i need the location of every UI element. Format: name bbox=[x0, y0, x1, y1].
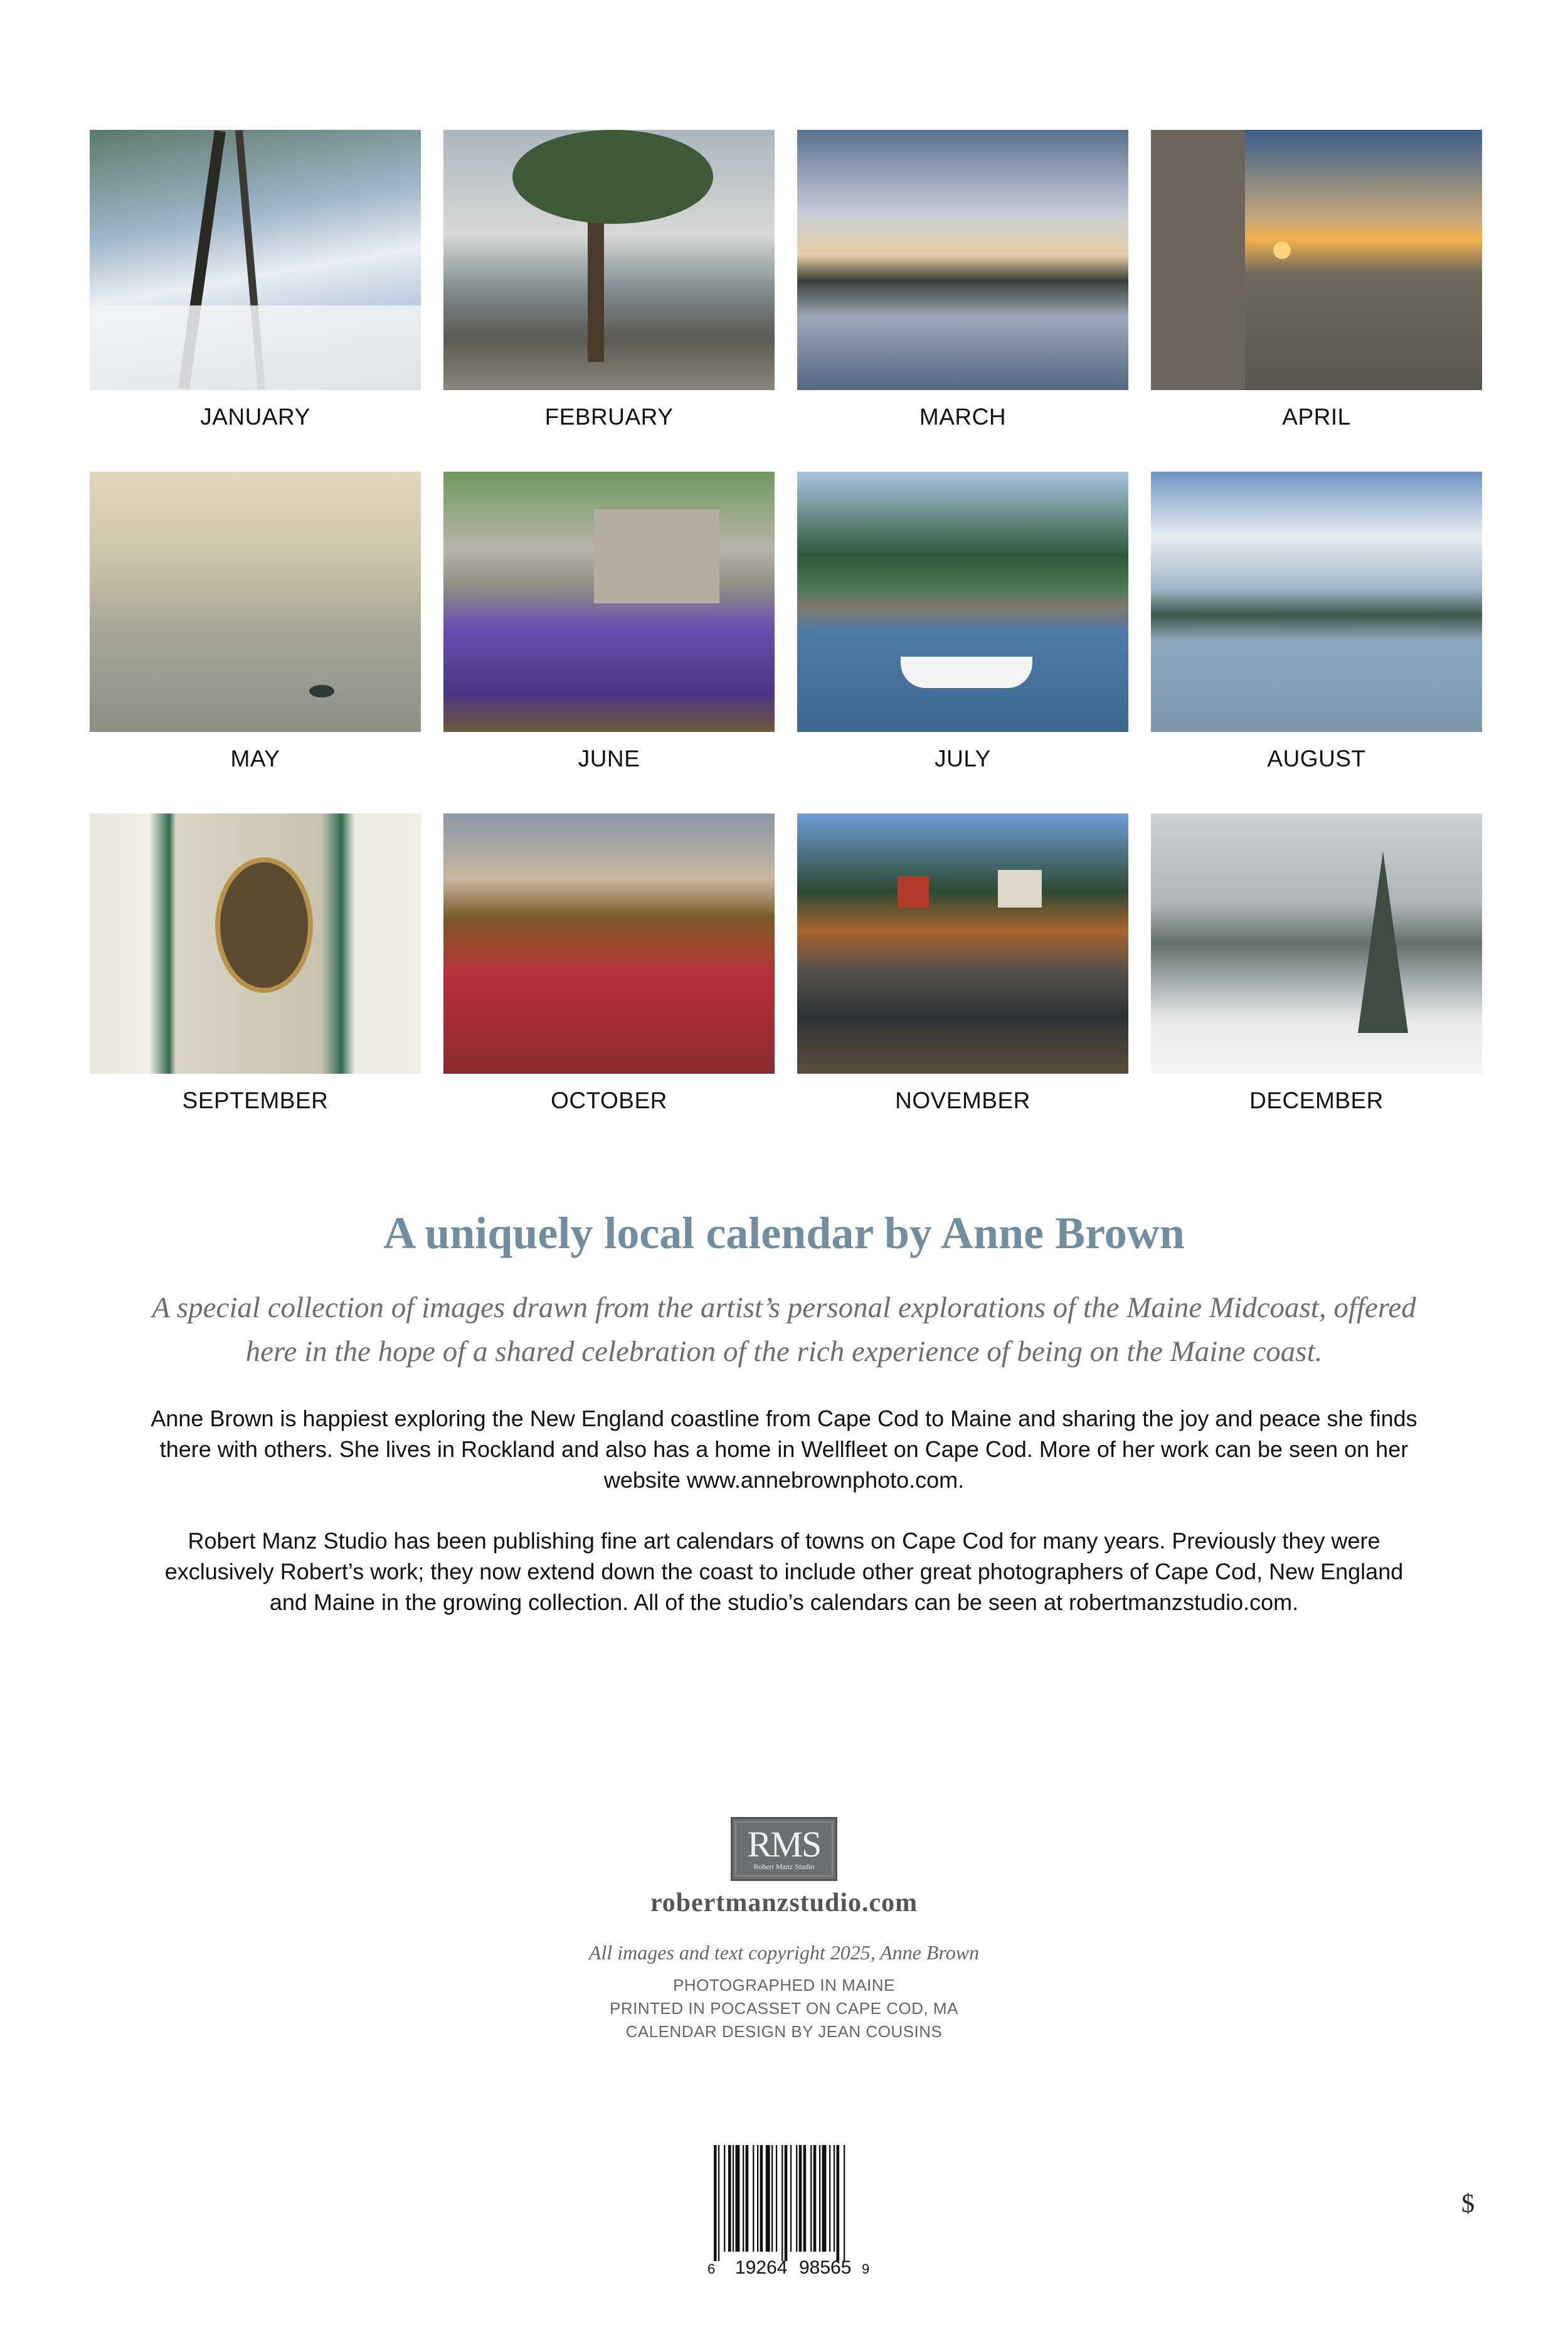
month-photo-grid bbox=[90, 130, 1482, 1155]
barcode-bar bbox=[799, 2145, 802, 2252]
barcode-bar bbox=[790, 2145, 792, 2252]
barcode-bar bbox=[714, 2145, 717, 2261]
barcode-bar bbox=[834, 2145, 835, 2252]
photo-december bbox=[1151, 813, 1482, 1074]
barcode-bar bbox=[771, 2145, 773, 2252]
month-label: NOVEMBER bbox=[895, 1088, 1030, 1113]
logo-name: Robert Manz Studio bbox=[753, 1862, 815, 1871]
studio-description: Robert Manz Studio has been publishing fine art calendars of towns on Cape Cod for many years. Previously they were exclusively Robert’s work; they now extend down the coast to include other great photographers of Cape Cod, New England and Maine in the growing collection. All of the studio’s calendars can be seen at robertmanzstudio.com. bbox=[164, 1528, 1404, 1615]
barcode-bar bbox=[785, 2145, 788, 2261]
headline: A uniquely local calendar by Anne Brown bbox=[383, 1208, 1185, 1258]
barcode-bar bbox=[746, 2145, 749, 2252]
barcode-bar bbox=[736, 2145, 740, 2252]
photo-february bbox=[443, 130, 775, 390]
photo-july bbox=[797, 472, 1128, 732]
month-tile-november bbox=[797, 813, 1128, 1155]
photo-january bbox=[90, 130, 421, 390]
barcode-bar bbox=[781, 2145, 783, 2261]
barcode-left-digits: 19264 bbox=[735, 2257, 788, 2277]
month-tile-august bbox=[1151, 472, 1482, 813]
barcode-bar bbox=[796, 2145, 797, 2252]
barcode-bar bbox=[776, 2145, 777, 2252]
month-label: FEBRUARY bbox=[544, 404, 674, 430]
barcode-check-digit: 9 bbox=[862, 2261, 870, 2277]
barcode-bar bbox=[819, 2145, 820, 2252]
upc-barcode bbox=[705, 2145, 871, 2277]
month-tile-april bbox=[1151, 130, 1482, 472]
studio-website: robertmanzstudio.com bbox=[650, 1888, 918, 1917]
month-label: MARCH bbox=[919, 404, 1007, 430]
barcode-bar bbox=[844, 2145, 845, 2261]
month-tile-march bbox=[797, 130, 1128, 472]
month-tile-january bbox=[90, 130, 421, 472]
barcode-right-digits: 98565 bbox=[799, 2257, 852, 2277]
barcode-bar bbox=[822, 2145, 827, 2252]
photo-september bbox=[90, 813, 421, 1074]
artist-bio: Anne Brown is happiest exploring the New England coastline from Cape Cod to Maine and sharing the joy and peace she finds there with others. She lives in Rockland and also has a home in Wellfleet on Cape Cod. More of her work can be seen on her website www.annebrownphoto.com. bbox=[151, 1406, 1417, 1493]
credit-line: PHOTOGRAPHED IN MAINE bbox=[673, 1976, 895, 1994]
month-label: JUNE bbox=[578, 746, 640, 771]
barcode-bar bbox=[829, 2145, 830, 2252]
barcode-bar bbox=[760, 2145, 763, 2252]
barcode-bar bbox=[766, 2145, 770, 2252]
month-label: APRIL bbox=[1282, 404, 1351, 430]
price-symbol: $ bbox=[1461, 2190, 1475, 2218]
credit-line: CALENDAR DESIGN BY JEAN COUSINS bbox=[625, 2022, 943, 2041]
month-label: JULY bbox=[935, 746, 991, 771]
photo-march bbox=[797, 130, 1128, 390]
barcode-bar bbox=[810, 2145, 812, 2252]
barcode-bar bbox=[813, 2145, 817, 2252]
month-tile-july bbox=[797, 472, 1128, 813]
barcode-lead-digit: 6 bbox=[707, 2261, 716, 2277]
barcode-bars bbox=[714, 2145, 845, 2261]
photo-august bbox=[1151, 472, 1482, 732]
month-label: MAY bbox=[230, 746, 280, 771]
month-label: SEPTEMBER bbox=[182, 1088, 329, 1113]
barcode-bar bbox=[757, 2145, 758, 2252]
barcode-bar bbox=[718, 2145, 719, 2261]
month-tile-december bbox=[1151, 813, 1482, 1155]
month-label: JANUARY bbox=[200, 404, 310, 430]
month-tile-june bbox=[443, 472, 775, 813]
photo-june bbox=[443, 472, 775, 732]
photo-october bbox=[443, 813, 775, 1074]
barcode-bar bbox=[753, 2145, 754, 2252]
month-label: AUGUST bbox=[1267, 746, 1366, 771]
photo-november bbox=[797, 813, 1128, 1074]
rms-logo bbox=[731, 1817, 837, 1881]
credit-line: PRINTED IN POCASSET ON CAPE COD, MA bbox=[610, 1999, 958, 2018]
barcode-bar bbox=[837, 2145, 840, 2261]
barcode-bar bbox=[733, 2145, 734, 2252]
month-tile-may bbox=[90, 472, 421, 813]
month-label: OCTOBER bbox=[551, 1088, 667, 1113]
month-label: DECEMBER bbox=[1249, 1088, 1384, 1113]
subheadline: A special collection of images drawn from the artist’s personal explorations of the Maine Midcoast, offered here in the hope of a shared celebration of the rich experience of being on the Maine coast. bbox=[152, 1291, 1416, 1368]
month-tile-october bbox=[443, 813, 775, 1155]
barcode-bar bbox=[724, 2145, 725, 2252]
logo-monogram: RMS bbox=[747, 1824, 821, 1865]
photo-april bbox=[1151, 130, 1482, 390]
month-tile-september bbox=[90, 813, 421, 1155]
copyright-notice: All images and text copyright 2025, Anne Brown bbox=[588, 1941, 980, 1964]
barcode-bar bbox=[743, 2145, 744, 2252]
barcode-bar bbox=[803, 2145, 807, 2252]
month-tile-february bbox=[443, 130, 775, 472]
photo-may bbox=[90, 472, 421, 732]
barcode-bar bbox=[728, 2145, 731, 2252]
